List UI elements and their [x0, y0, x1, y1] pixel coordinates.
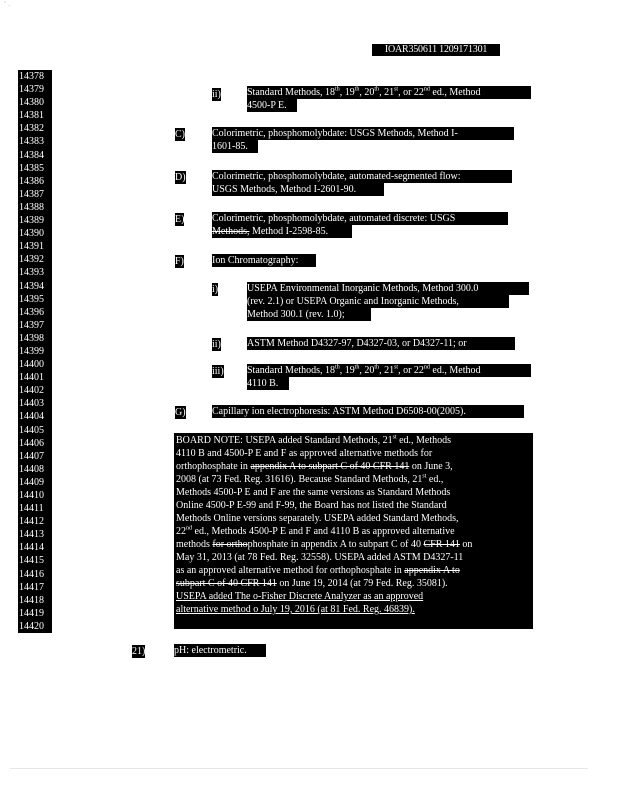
item-f-i-line1: USEPA Environmental Inorganic Methods, Method 300.0	[247, 282, 529, 295]
line-number: 14418	[18, 594, 52, 607]
item-f-ii-text: ASTM Method D4327-97, D4327-03, or D4327-11; or	[247, 337, 515, 350]
item-d-line2: USGS Methods, Method I-2601-90.	[212, 183, 384, 196]
line-number: 14386	[18, 175, 52, 188]
document-id-header: IOAR350611 1209171301	[372, 44, 500, 56]
line-number: 14387	[18, 188, 52, 201]
line-number: 14392	[18, 253, 52, 266]
board-note-line: Methods 4500-P E and F are the same versions as Standard Methods	[176, 487, 451, 498]
board-note-line: BOARD NOTE: USEPA added Standard Methods, 21st ed., Methods	[176, 434, 452, 446]
board-note-line: USEPA added The o-Fisher Discrete Analyzer as an approved	[176, 591, 424, 602]
line-number: 14379	[18, 83, 52, 96]
line-number: 14403	[18, 397, 52, 410]
footer-rule	[10, 768, 588, 769]
board-note-line: orthophosphate in appendix A to subpart C of 40 CFR 141 on June 3,	[176, 461, 453, 472]
line-number: 14404	[18, 410, 52, 423]
item-ii-line2: 4500-P E.	[247, 99, 297, 112]
line-number: 14399	[18, 345, 52, 358]
line-number: 14390	[18, 227, 52, 240]
item-d-label: D)	[175, 172, 186, 183]
item-d-line1: Colorimetric, phosphomolybdate, automated-segmented flow:	[212, 170, 512, 183]
item-e-label: E)	[175, 214, 185, 225]
line-number: 14405	[18, 424, 52, 437]
item-f-i-line3: Method 300.1 (rev. 1.0);	[247, 308, 371, 321]
board-note-line: subpart C of 40 CFR 141 on June 19, 2014 (at 79 Fed. Reg. 35081).	[176, 578, 448, 589]
item-e-line1: Colorimetric, phosphomolybdate, automated discrete: USGS	[212, 212, 508, 225]
board-note-line: methods for orthophosphate in appendix A to subpart C of 40 CFR 141 on	[176, 539, 473, 550]
item-f-iii-line1: Standard Methods, 18th, 19th, 20th, 21st, or 22nd ed., Method	[247, 364, 531, 377]
line-number: 14380	[18, 96, 52, 109]
line-number: 14393	[18, 266, 52, 279]
line-number: 14388	[18, 201, 52, 214]
line-number: 14378	[18, 70, 52, 83]
item-g-text: Capillary ion electrophoresis: ASTM Method D6508-00(2005).	[212, 405, 524, 418]
line-number: 14413	[18, 528, 52, 541]
item-21-label: 21)	[132, 646, 146, 657]
item-g-label: G)	[175, 407, 186, 418]
line-number: 14411	[18, 502, 52, 515]
item-c-line2: 1601-85.	[212, 140, 258, 153]
line-number: 14419	[18, 607, 52, 620]
line-number-column	[18, 70, 52, 633]
board-note-text	[176, 434, 531, 616]
line-number: 14384	[18, 149, 52, 162]
item-f-ii-label: ii)	[212, 339, 221, 350]
item-f-iii-line2: 4110 B.	[247, 377, 289, 390]
item-c-line1: Colorimetric, phosphomolybdate: USGS Methods, Method I-	[212, 127, 514, 140]
board-note-line: May 31, 2013 (at 78 Fed. Reg. 32558). USEPA added ASTM D4327-11	[176, 552, 464, 563]
line-number: 14391	[18, 240, 52, 253]
board-note-line: 2008 (at 73 Fed. Reg. 31616). Because Standard Methods, 21st ed.,	[176, 473, 444, 485]
line-number: 14402	[18, 384, 52, 397]
item-f-iii-label: iii)	[212, 366, 224, 377]
line-number: 14410	[18, 489, 52, 502]
board-note-line: 4110 B and 4500-P E and F as approved alternative methods for	[176, 448, 433, 459]
item-c-label: C)	[175, 129, 185, 140]
line-number: 14412	[18, 515, 52, 528]
line-number: 14416	[18, 568, 52, 581]
line-number: 14394	[18, 280, 52, 293]
item-ii-label: ii)	[212, 89, 221, 100]
line-number: 14401	[18, 371, 52, 384]
line-number: 14406	[18, 437, 52, 450]
line-number: 14415	[18, 554, 52, 567]
item-e-line2: Methods, Method I-2598-85.	[212, 225, 352, 238]
line-number: 14409	[18, 476, 52, 489]
line-number: 14407	[18, 450, 52, 463]
line-number: 14389	[18, 214, 52, 227]
item-f-i-line2: (rev. 2.1) or USEPA Organic and Inorganic Methods,	[247, 295, 509, 308]
item-f-text: Ion Chromatography:	[212, 254, 316, 267]
line-number: 14385	[18, 162, 52, 175]
line-number: 14414	[18, 541, 52, 554]
board-note-line: Online 4500-P E-99 and F-99, the Board has not listed the Standard	[176, 500, 447, 511]
item-21-text: pH: electrometric.	[174, 644, 266, 657]
line-number: 14400	[18, 358, 52, 371]
line-number: 14382	[18, 122, 52, 135]
line-number: 14397	[18, 319, 52, 332]
line-number: 14381	[18, 109, 52, 122]
line-number: 14408	[18, 463, 52, 476]
board-note	[174, 433, 533, 629]
line-number: 14395	[18, 293, 52, 306]
line-number: 14396	[18, 306, 52, 319]
board-note-line: as an approved alternative method for orthophosphate in appendix A to	[176, 565, 460, 576]
line-number: 14420	[18, 620, 52, 633]
item-f-i-label: i)	[212, 284, 219, 295]
scan-mark: ' .	[4, 0, 11, 8]
board-note-line: alternative method o July 19, 2016 (at 81 Fed. Reg. 46839).	[176, 604, 415, 615]
item-f-label: F)	[175, 256, 184, 267]
board-note-line: Methods Online versions separately. USEPA added Standard Methods,	[176, 513, 459, 524]
item-ii-line1: Standard Methods, 18th, 19th, 20th, 21st, or 22nd ed., Method	[247, 86, 531, 99]
line-number: 14383	[18, 135, 52, 148]
line-number: 14398	[18, 332, 52, 345]
item-e-struck: Methods,	[212, 226, 250, 237]
board-note-line: 22nd ed., Methods 4500-P E and F and 4110 B as approved alternative	[176, 525, 455, 537]
line-number: 14417	[18, 581, 52, 594]
